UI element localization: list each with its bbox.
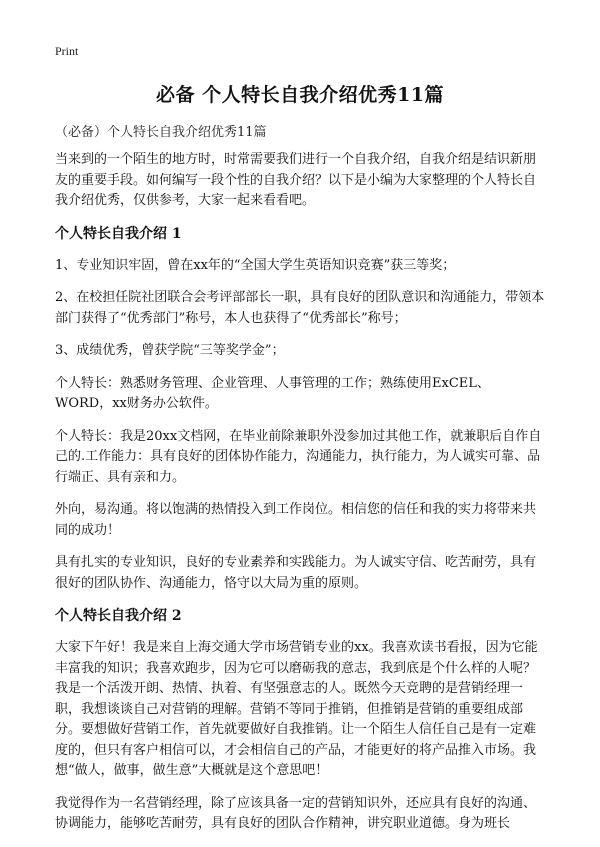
- paragraph: 个人特长：熟悉财务管理、企业管理、人事管理的工作；熟练使用ExCEL、WORD，xx财务办公软件。: [55, 375, 490, 411]
- intro-paragraph: 当来到的一个陌生的地方时，时常需要我们进行一个自我介绍，自我介绍是结识新朋友的重要手段。如何编写一段个性的自我介绍？以下是小编为大家整理的个人特长自我介绍优秀，仅供参考，大家一起来看看吧。: [55, 152, 537, 208]
- paragraph: 外向，易沟通。将以饱满的热情投入到工作岗位。相信您的信任和我的实力将带来共同的成功！: [55, 502, 537, 538]
- document-subtitle: （必备）个人特长自我介绍优秀11篇: [55, 125, 267, 140]
- section-heading-2: 个人特长自我介绍 2: [55, 608, 182, 624]
- print-link[interactable]: Print: [55, 44, 79, 58]
- document-title: 必备 个人特长自我介绍优秀11篇: [155, 84, 445, 106]
- paragraph: 我觉得作为一名营销经理，除了应该具备一定的营销知识外，还应具有良好的沟通、协调能力，能够吃苦耐劳，具有良好的团队合作精神，讲究职业道德。身为班长: [55, 795, 537, 831]
- paragraph: 3、成绩优秀，曾获学院“三等奖学金”；: [55, 343, 285, 358]
- paragraph: 个人特长：我是20xx文档网，在毕业前除兼职外没参加过其他工作，就兼职后自作自己的.工作能力：具有良好的团体协作能力，沟通能力，执行能力，为人诚实可靠、品行端正、具有亲和力。: [55, 428, 542, 485]
- section-heading-1: 个人特长自我介绍 1: [55, 225, 182, 242]
- paragraph: 具有扎实的专业知识，良好的专业素养和实践能力。为人诚实守信、吃苦耐劳，具有很好的团队协作、沟通能力，恪守以大局为重的原则。: [55, 555, 537, 591]
- document-body: [55, 150, 547, 847]
- paragraph: 2、在校担任院社团联合会考评部部长一职，具有良好的团队意识和沟通能力，带领本部门获得了“优秀部门”称号，本人也获得了“优秀部长”称号；: [55, 290, 545, 326]
- paragraph: 大家下午好！我是来自上海交通大学市场营销专业的xx。我喜欢读书看报，因为它能丰富我的知识；我喜欢跑步，因为它可以磨砺我的意志，我到底是个什么样的人呢？我是一个活泼开朗、热情、执着、有坚强意志的人。既然今天竞聘的是营销经理一职，我想谈谈自己对营销的理解。营销不等同于推销，但推销是营销的重要组成部分。要想做好营销工作，首先就要做好自我推销。让一个陌生人信任自己是有一定难度的，但只有客户相信可以，才会相信自己的产品，才能更好的将产品推入市场。我想“做人，做事，做生意”大概就是这个意思吧！: [55, 640, 538, 778]
- paragraph: 1、专业知识牢固，曾在xx年的“全国大学生英语知识竞赛”获三等奖；: [55, 257, 456, 273]
